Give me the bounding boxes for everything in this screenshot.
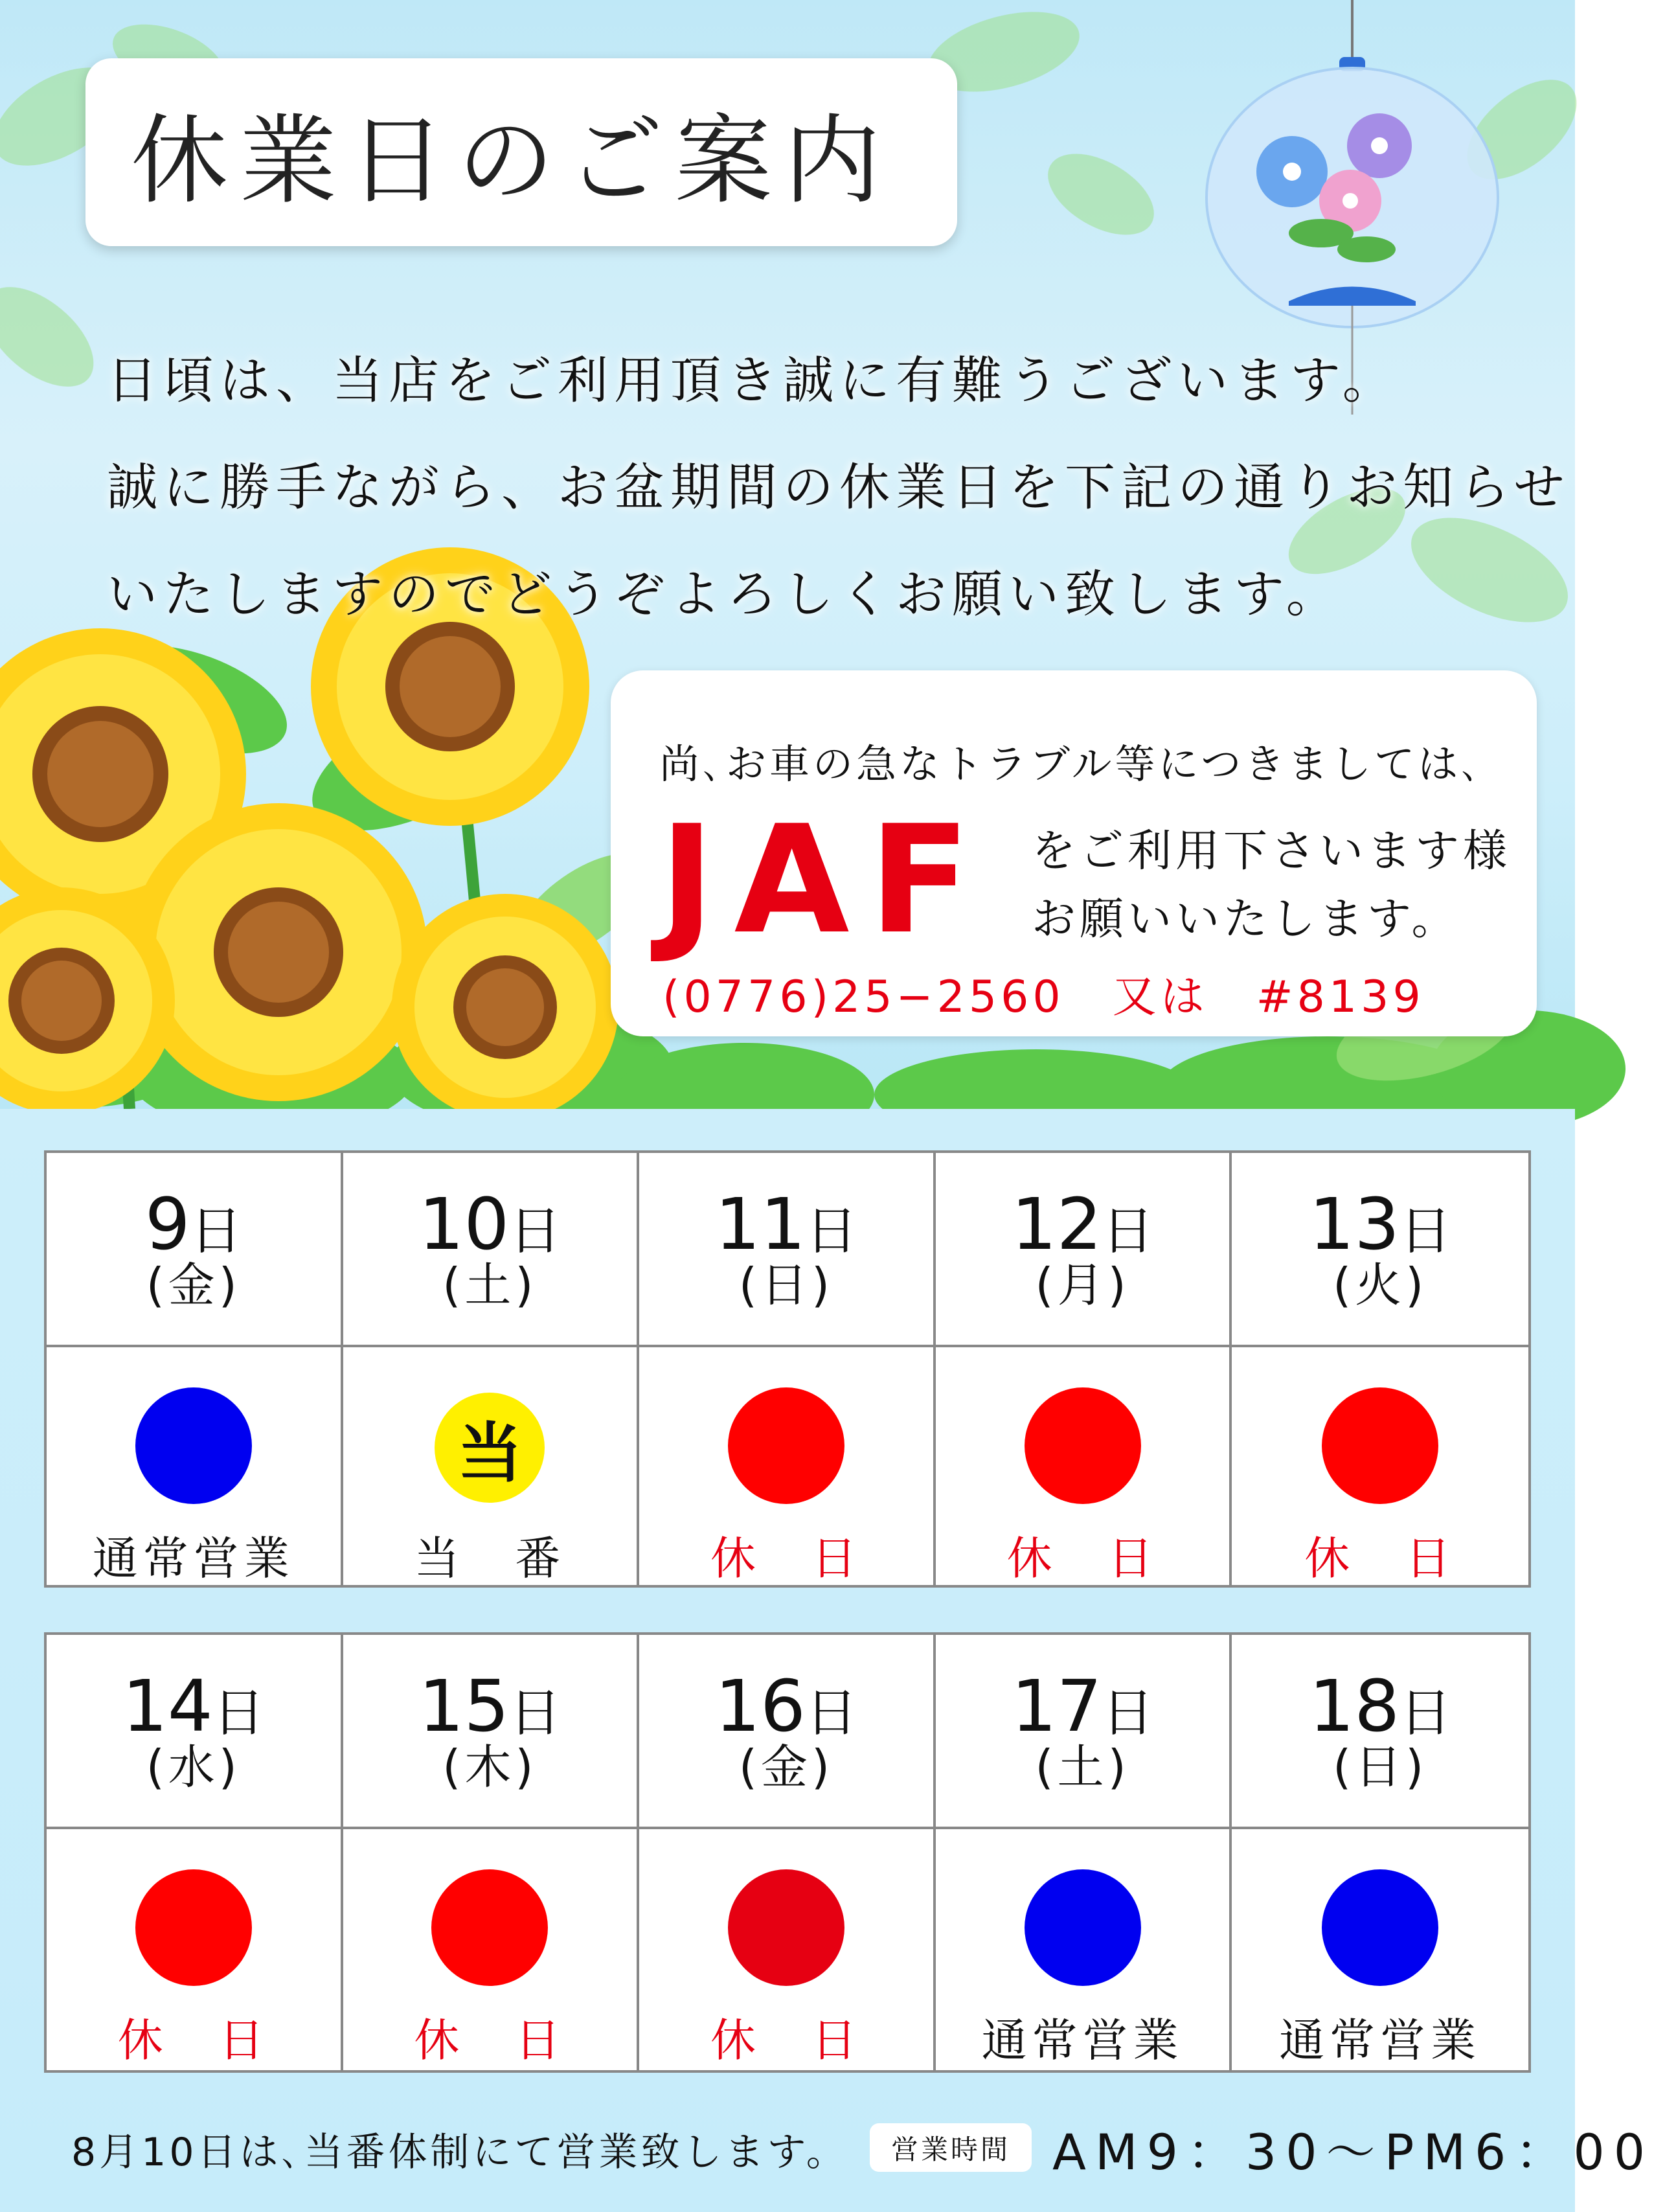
title-card [85,58,957,246]
day-number: 15日 [418,1665,561,1748]
day-number: 14日 [122,1665,265,1748]
day-header [1232,1635,1528,1829]
day-number: 10日 [418,1183,561,1266]
weekday: (水) [146,1740,241,1794]
schedule-cell [47,1635,343,2070]
day-header [936,1153,1230,1347]
weekday: (日) [1333,1740,1428,1794]
status-label: 通常営業 [981,2014,1184,2067]
day-header [343,1153,637,1347]
day-header [639,1635,933,1829]
status-label: 休 日 [117,2014,269,2067]
day-number: 13日 [1309,1183,1452,1266]
schedule-cell [639,1153,936,1585]
closed-marker [728,1869,844,1986]
open-marker [1025,1869,1141,1986]
jaf-info-card [611,670,1537,1036]
footer-note: 8月10日は､当番体制にて営業致します。 [71,2130,848,2175]
schedule-cell [1232,1153,1528,1585]
closed-marker [1025,1387,1141,1504]
open-marker [1322,1869,1438,1986]
day-header [936,1635,1230,1829]
status-label: 通常営業 [92,1532,295,1585]
weekday: (火) [1333,1258,1428,1312]
day-number: 12日 [1011,1183,1154,1266]
duty-marker: 当 [435,1393,545,1503]
status-label: 休 日 [1304,1532,1456,1585]
day-header [47,1153,341,1347]
weekday: (土) [442,1258,538,1312]
day-header [639,1153,933,1347]
status-label: 通常営業 [1279,2014,1482,2067]
intro-line-3: いたしますのでどうぞよろしくお願い致します。 [107,565,1342,624]
business-hours: AM9：30〜PM6：00 [1052,2123,1654,2181]
status-label: 休 日 [1006,1532,1159,1585]
day-number: 17日 [1011,1665,1154,1748]
day-number: 18日 [1309,1665,1452,1748]
weekday: (土) [1035,1740,1130,1794]
schedule-cell [47,1153,343,1585]
status-label: 休 日 [710,2014,862,2067]
header-background [0,0,1575,1109]
hours-label: 営業時間 [870,2123,1032,2172]
jaf-note: 尚､お車の急なトラブル等につきましては､ [659,740,1485,788]
day-number: 16日 [715,1665,857,1748]
status-label: 休 日 [710,1532,862,1585]
schedule-cell [343,1153,640,1585]
weekday: (金) [146,1258,241,1312]
weekday: (日) [738,1258,834,1312]
day-number: 11日 [715,1183,857,1266]
status-label: 休 日 [414,2014,566,2067]
day-number: 9日 [144,1183,242,1266]
schedule-cell [1232,1635,1528,2070]
intro-line-1: 日頃は、当店をご利用頂き誠に有難うございます。 [107,352,1399,410]
page-title: 休業日のご案内 [131,105,893,218]
jaf-phone: (0776)25−2560 又は #8139 [663,972,1425,1023]
jaf-text-1: をご利用下さいます様 [1032,826,1512,877]
intro-line-2: 誠に勝手ながら、お盆期間の休業日を下記の通りお知らせ [107,459,1570,517]
schedule-grid-week-1 [44,1150,1531,1588]
schedule-cell [936,1635,1232,2070]
schedule-cell [639,1635,936,2070]
weekday: (木) [442,1740,538,1794]
status-label: 当 番 [414,1532,566,1585]
closed-marker [431,1869,548,1986]
day-header [343,1635,637,1829]
closed-marker [728,1387,844,1504]
weekday: (月) [1035,1258,1130,1312]
day-header [1232,1153,1528,1347]
schedule-cell [936,1153,1232,1585]
schedule-cell [343,1635,640,2070]
jaf-text-2: お願いいたします。 [1032,894,1460,945]
open-marker [135,1387,252,1504]
closed-marker [135,1869,252,1986]
day-header [47,1635,341,1829]
schedule-grid-week-2 [44,1632,1531,2073]
weekday: (金) [738,1740,834,1794]
jaf-logo: JAF [659,794,990,967]
closed-marker [1322,1387,1438,1504]
